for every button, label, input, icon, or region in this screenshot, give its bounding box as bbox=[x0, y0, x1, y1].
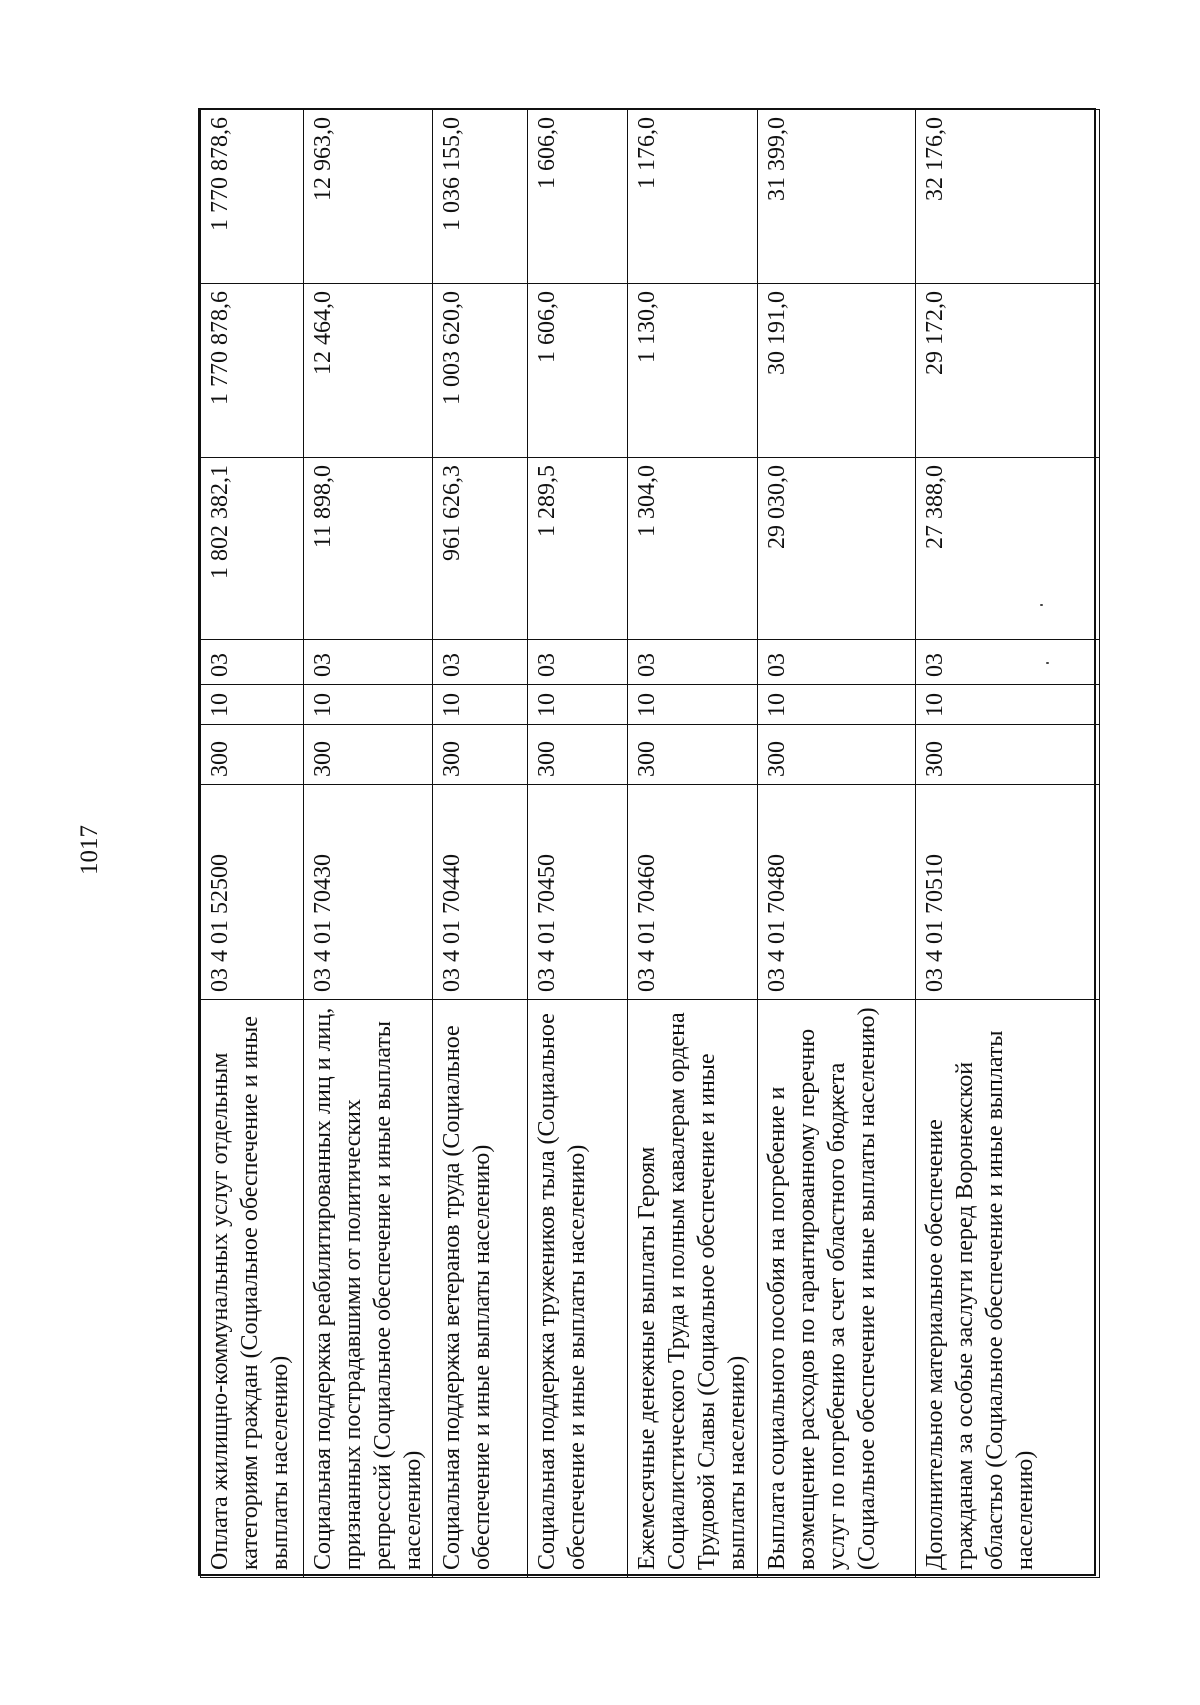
table-row bbox=[201, 110, 304, 1578]
row-vr: 300 bbox=[528, 725, 628, 785]
row-rz: 10 bbox=[916, 685, 1100, 725]
page-number bbox=[68, 820, 112, 880]
row-code: 03 4 01 70430 bbox=[304, 785, 433, 1000]
page-number-text: 1017 bbox=[76, 825, 103, 875]
row-sum-3: 1 606,0 bbox=[528, 110, 628, 284]
scan-speck bbox=[1046, 662, 1049, 664]
row-pr: 03 bbox=[433, 640, 528, 685]
row-name: Дополнительное материальное обеспечение гражданам за особые заслуги перед Воронежской областью (Социальное обеспечение и иные выплаты населению) bbox=[916, 1000, 1100, 1578]
row-rz: 10 bbox=[528, 685, 628, 725]
table-row bbox=[433, 110, 528, 1578]
row-sum-1: 1 802 382,1 bbox=[201, 458, 304, 640]
scan-speck bbox=[1040, 604, 1043, 606]
row-code: 03 4 01 70510 bbox=[916, 785, 1100, 1000]
row-code: 03 4 01 70460 bbox=[628, 785, 758, 1000]
row-code: 03 4 01 70450 bbox=[528, 785, 628, 1000]
row-pr: 03 bbox=[528, 640, 628, 685]
row-sum-1: 1 304,0 bbox=[628, 458, 758, 640]
row-name: Выплата социального пособия на погребение и возмещение расходов по гарантированному перечню услуг по погребению за счет областного бюджета (Социальное обеспечение и иные выплаты населению) bbox=[758, 1000, 916, 1578]
row-sum-2: 1 130,0 bbox=[628, 284, 758, 458]
row-pr: 03 bbox=[201, 640, 304, 685]
row-sum-2: 29 172,0 bbox=[916, 284, 1100, 458]
row-vr: 300 bbox=[628, 725, 758, 785]
row-name: Оплата жилищно-коммунальных услуг отдельным категориям граждан (Социальное обеспечение и иные выплаты населению) bbox=[201, 1000, 304, 1578]
row-vr: 300 bbox=[201, 725, 304, 785]
row-pr: 03 bbox=[758, 640, 916, 685]
row-name: Социальная поддержка тружеников тыла (Социальное обеспечение и иные выплаты населению) bbox=[528, 1000, 628, 1578]
row-code: 03 4 01 52500 bbox=[201, 785, 304, 1000]
row-sum-1: 29 030,0 bbox=[758, 458, 916, 640]
row-sum-1: 961 626,3 bbox=[433, 458, 528, 640]
row-sum-2: 1 606,0 bbox=[528, 284, 628, 458]
row-sum-3: 1 036 155,0 bbox=[433, 110, 528, 284]
row-sum-2: 1 003 620,0 bbox=[433, 284, 528, 458]
row-rz: 10 bbox=[201, 685, 304, 725]
row-rz: 10 bbox=[304, 685, 433, 725]
table-row bbox=[758, 110, 916, 1578]
row-sum-3: 12 963,0 bbox=[304, 110, 433, 284]
table-row bbox=[916, 110, 1100, 1578]
row-vr: 300 bbox=[758, 725, 916, 785]
budget-table-frame bbox=[198, 108, 1096, 1576]
row-vr: 300 bbox=[916, 725, 1100, 785]
row-rz: 10 bbox=[758, 685, 916, 725]
row-sum-3: 1 770 878,6 bbox=[201, 110, 304, 284]
row-pr: 03 bbox=[304, 640, 433, 685]
row-name: Социальная поддержка реабилитированных лиц и лиц, признанных пострадавшими от политических репрессий (Социальное обеспечение и иные выплаты населению) bbox=[304, 1000, 433, 1578]
row-sum-2: 1 770 878,6 bbox=[201, 284, 304, 458]
row-rz: 10 bbox=[628, 685, 758, 725]
rotated-table-container bbox=[200, 110, 1098, 1578]
row-name: Социальная поддержка ветеранов труда (Социальное обеспечение и иные выплаты населению) bbox=[433, 1000, 528, 1578]
row-sum-2: 30 191,0 bbox=[758, 284, 916, 458]
row-sum-1: 27 388,0 bbox=[916, 458, 1100, 640]
budget-table bbox=[200, 109, 1100, 1578]
row-code: 03 4 01 70440 bbox=[433, 785, 528, 1000]
row-sum-3: 1 176,0 bbox=[628, 110, 758, 284]
table-row bbox=[528, 110, 628, 1578]
row-sum-3: 32 176,0 bbox=[916, 110, 1100, 284]
table-row bbox=[628, 110, 758, 1578]
row-vr: 300 bbox=[304, 725, 433, 785]
row-vr: 300 bbox=[433, 725, 528, 785]
row-pr: 03 bbox=[628, 640, 758, 685]
table-row bbox=[304, 110, 433, 1578]
row-rz: 10 bbox=[433, 685, 528, 725]
row-sum-2: 12 464,0 bbox=[304, 284, 433, 458]
row-sum-1: 1 289,5 bbox=[528, 458, 628, 640]
row-code: 03 4 01 70480 bbox=[758, 785, 916, 1000]
row-pr: 03 bbox=[916, 640, 1100, 685]
row-name: Ежемесячные денежные выплаты Героям Социалистического Труда и полным кавалерам ордена Трудовой Славы (Социальное обеспечение и иные выплаты населению) bbox=[628, 1000, 758, 1578]
row-sum-1: 11 898,0 bbox=[304, 458, 433, 640]
row-sum-3: 31 399,0 bbox=[758, 110, 916, 284]
